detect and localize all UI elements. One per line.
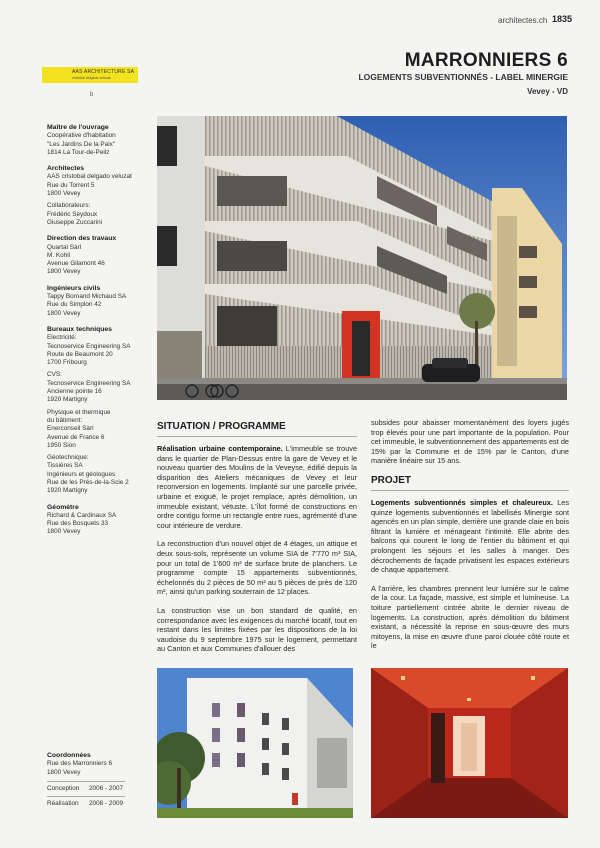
situation-paragraph: La reconstruction d'un nouvel objet de 4 étages, un attique et deux sous-sols, représente un volume SIA de 7'770 m³ SIA, pour un total de 1'600 m² de surface brute de planchers. Le programme compte 15 appartements subventionnés, échelonnés du 2 pièces de 50 m² au 5 pièces de près de 120 m², ainsi qu'un parking souterrain de 12 places.	[157, 539, 357, 597]
collab-line: Frédéric Seydoux	[47, 210, 98, 218]
cvs-label: CVS:	[47, 371, 62, 379]
cvs-line: Ancienne pointe 16	[47, 388, 102, 396]
coordonnees-line: 1800 Vevey	[47, 768, 81, 776]
collab-label: Collaborateurs:	[47, 202, 91, 210]
geometre-heading: Géomètre	[47, 503, 79, 511]
geometre-line: Richard & Cardinaux SA	[47, 511, 117, 519]
phys-line: 1950 Sion	[47, 441, 76, 449]
conception-years: 2006 - 2007	[89, 784, 124, 792]
ingenieurs-line: Tappy Bornand Michaud SA	[47, 293, 127, 301]
realisation-row	[47, 800, 155, 808]
maitre-line: 1814 La Tour-de-Peilz	[47, 148, 110, 156]
ingenieurs-heading: Ingénieurs civils	[47, 284, 101, 292]
site-name: architectes.ch	[498, 16, 548, 25]
page-number: 1835	[552, 14, 573, 24]
phys-label: Physique et thermique	[47, 408, 111, 416]
phys-label: du bâtiment:	[47, 416, 83, 424]
coordonnees-heading: Coordonnées	[47, 752, 91, 759]
interior-corridor-photo	[371, 668, 568, 818]
elec-line: 1700 Fribourg	[47, 359, 87, 367]
architectes-heading: Architectes	[47, 165, 85, 173]
projet-heading: PROJET	[371, 474, 412, 486]
geo-line: Rue de les Prés-de-la-Scie 2	[47, 478, 129, 486]
page-subtitle: LOGEMENTS SUBVENTIONNÉS - LABEL MINERGIE	[358, 72, 568, 82]
situation-heading: SITUATION / PROGRAMME	[157, 421, 286, 432]
sidebar-credits	[47, 124, 155, 537]
right-column	[371, 418, 569, 660]
architectes-line: AAS cristobal delgado veluzat	[47, 173, 132, 181]
elec-label: Electricité:	[47, 334, 77, 342]
architectes-line: Rue du Torrent 5	[47, 181, 95, 189]
bureaux-heading: Bureaux techniques	[47, 325, 112, 333]
direction-heading: Direction des travaux	[47, 235, 117, 243]
ingenieurs-line: Rue du Simplon 42	[47, 301, 102, 309]
situation-paragraph: La construction vise un bon standard de qualité, en correspondance avec les exigences du marché locatif, tout en restant dans les limites fixées par les dispositions de la loi vaudoise du 9 septembre 1975 sur le logement, permettant au Canton et aux Communes d'allouer des	[157, 605, 357, 654]
conception-label: Conception	[47, 784, 80, 792]
projet-paragraph: A l'arrière, les chambres prennent leur lumière sur le calme de la cour. La façade, massive, est simple et lumineuse. La toiture partiellement cintrée abrite le dernier niveau de logements. La construction, après démolition du bâtiment existant, a nécessité la reprise en sous-œuvre des murs mitoyens, la mise en œuvre d'une paroi clouée côté route et le	[371, 583, 569, 651]
situation-paragraph: L'immeuble se trouve dans le quartier de Plan-Dessus entre la gare de Vevey et le nouveau quartier des Moulins de la Veveyse, édifié depuis la disparition des Ateliers mécaniques de Vevey et leur reconversion en logements. Implanté sur une parcelle privée, urbaine et exiguë, le projet remplace, après démolition, un immeuble existant, vétuste. L'îlot formé de constructions en ordre contigu forme un rectangle entre rues, agrémenté d'une cour intérieure de verdure.	[157, 444, 358, 530]
logo-subtext: cristobal delgado veluzat	[72, 76, 111, 80]
collab-line: Giuseppe Zuccarini	[47, 218, 103, 226]
direction-line: 1800 Vevey	[47, 268, 81, 276]
realisation-label: Réalisation	[47, 800, 79, 808]
situation-paragraph: subsides pour abaisser momentanément des loyers jugés trop élevés pour une part importante de la population. Pour cet immeuble, le subventionnement des appartements est de 15% par la Commune et de 15% par le Canton, d'une manière linéaire sur 15 ans.	[371, 418, 569, 466]
geometre-line: 1800 Vevey	[47, 528, 81, 536]
situation-lead: Réalisation urbaine contemporaine.	[157, 444, 283, 453]
cvs-line: 1920 Martigny	[47, 396, 88, 404]
geo-line: Ingénieurs et géologues	[47, 470, 116, 478]
conception-row	[47, 785, 155, 793]
page-title: MARRONNIERS 6	[404, 50, 568, 71]
realisation-years: 2008 - 2009	[89, 800, 124, 808]
rear-facade-photo	[157, 668, 353, 818]
logo-text: AAS ARCHITECTURE SA	[72, 69, 135, 75]
sidebar-coordinates	[47, 752, 155, 808]
elec-line: Tecnoservice Engineering SA	[47, 342, 131, 350]
coordonnees-line: Rue des Marronniers 6	[47, 760, 113, 768]
direction-line: Quartal Sàrl	[47, 243, 82, 251]
projet-paragraph: Les quinze logements subventionnés et labellisés Minergie sont agencés en un plan simple, derrière une grande claie en bois filtrant la lumière et ménageant l'intimité. Elle abrite des balcons qui courent le long de l'entier du bâtiment et qui prolongent les séjours et les salles à manger. Des décrochements de façade privatisent les espaces extérieurs de chaque appartement.	[371, 497, 569, 575]
geo-label: Géotechnique:	[47, 454, 89, 462]
situation-section	[157, 421, 357, 663]
maitre-line: "Les Jardins De la Paix"	[47, 140, 116, 148]
direction-line: Avenue Gilamont 46	[47, 260, 105, 268]
geometre-line: Rue des Bosquets 33	[47, 520, 109, 528]
location-label: Vevey - VD	[527, 87, 568, 96]
phys-line: Avenue de France 6	[47, 433, 105, 441]
maitre-line: Coopérative d'habitation	[47, 132, 116, 140]
direction-line: M. Kohli	[47, 251, 71, 259]
architect-logo	[42, 67, 138, 83]
logo-mark: b	[90, 92, 94, 98]
cvs-line: Tecnoservice Engineering SA	[47, 379, 131, 387]
main-facade-photo	[157, 116, 567, 400]
geo-line: 1920 Martigny	[47, 487, 88, 495]
geo-line: Tissières SA	[47, 462, 83, 470]
phys-line: Enerconseil Sàrl	[47, 425, 94, 433]
elec-line: Route de Beaumont 20	[47, 350, 113, 358]
maitre-heading: Maître de l'ouvrage	[47, 124, 109, 131]
architectes-line: 1800 Vevey	[47, 190, 81, 198]
projet-lead: Logements subventionnés simples et chaleureux.	[371, 497, 553, 507]
ingenieurs-line: 1800 Vevey	[47, 309, 81, 317]
